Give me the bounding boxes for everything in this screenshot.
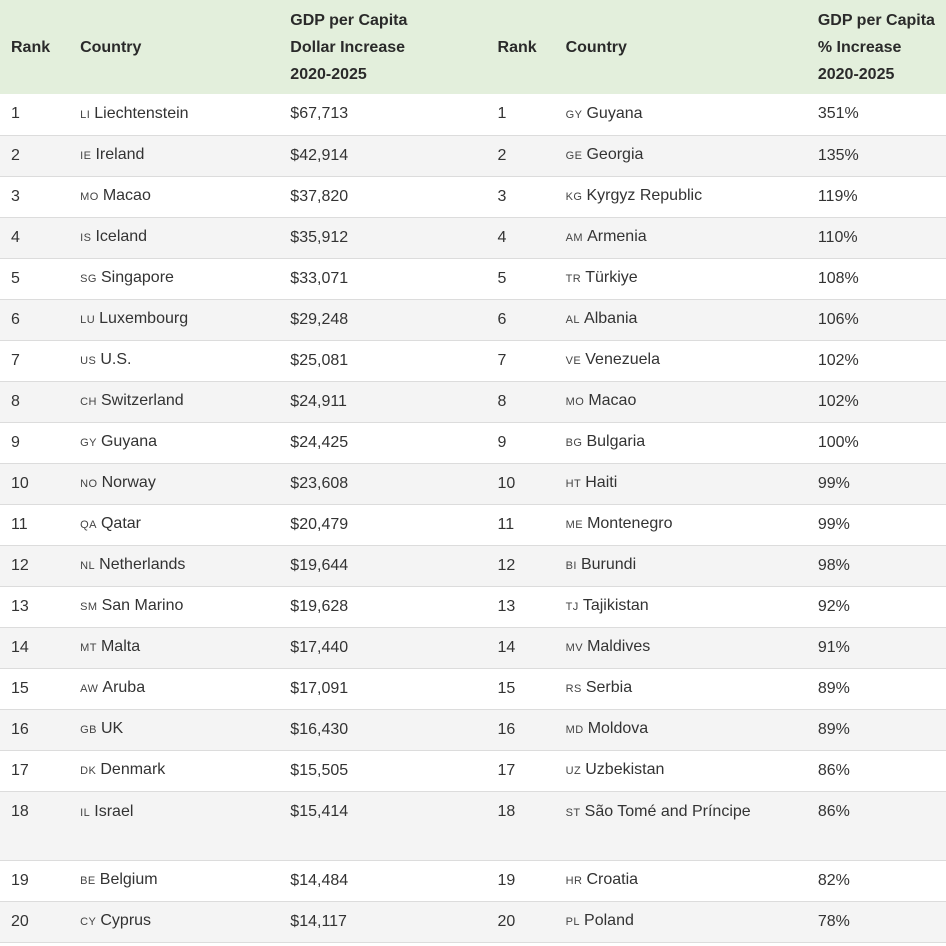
dollar-increase-cell: $16,430 <box>290 720 349 738</box>
rank-cell-2: 3 <box>497 187 507 205</box>
table-row <box>0 504 946 545</box>
rank-cell-2: 19 <box>497 871 516 889</box>
country-name-2: Albania <box>584 310 638 327</box>
table-row <box>0 586 946 627</box>
country-code-flag-icon: DK <box>80 765 97 777</box>
table-row <box>0 860 946 901</box>
country-code-flag-icon: VE <box>565 355 582 367</box>
pct-increase-cell: 110% <box>817 228 858 246</box>
country-code-flag-icon: HT <box>565 478 582 490</box>
country-cell <box>80 94 290 135</box>
dollar-increase-cell: $35,912 <box>290 228 349 246</box>
country-code-flag-icon: PL <box>565 916 581 928</box>
table-row <box>0 668 946 709</box>
country-name: UK <box>100 720 124 737</box>
country-code-flag-icon: QA <box>80 519 97 531</box>
header-pct-line-2: % Increase <box>817 38 902 56</box>
country-name-2: Tajikistan <box>582 597 649 614</box>
pct-increase-cell: 89% <box>817 720 850 738</box>
country-name: Netherlands <box>99 556 186 573</box>
country-code-flag-icon: US <box>80 355 97 367</box>
rank-cell: 12 <box>11 556 29 574</box>
pct-increase-cell: 82% <box>817 871 850 889</box>
country-code-flag-icon: KG <box>565 191 583 203</box>
country-name: U.S. <box>100 351 132 368</box>
table-row <box>0 381 946 422</box>
country-code-flag-icon: TJ <box>565 601 579 613</box>
rank-cell-2: 17 <box>497 761 516 779</box>
rank-cell-2: 15 <box>497 679 516 697</box>
country-cell-2 <box>566 217 818 258</box>
country-cell <box>80 586 290 627</box>
header-pct-line-1: GDP per Capita <box>817 11 935 29</box>
dollar-increase-cell: $37,820 <box>290 187 349 205</box>
rank-cell: 2 <box>11 146 20 164</box>
country-name: Liechtenstein <box>94 104 189 122</box>
country-name-2: Türkiye <box>585 269 638 286</box>
country-code-flag-icon: LU <box>80 314 96 326</box>
country-cell-2 <box>566 860 818 901</box>
table-row <box>0 299 946 340</box>
country-name: Ireland <box>95 146 145 163</box>
dollar-increase-cell: $23,608 <box>290 474 349 492</box>
pct-increase-cell: 78% <box>817 912 850 930</box>
country-cell-2 <box>566 340 818 381</box>
table-row <box>0 791 946 860</box>
country-cell <box>80 381 290 422</box>
pct-increase-cell: 102% <box>817 392 859 410</box>
country-cell-2 <box>566 504 818 545</box>
header-row <box>0 0 946 94</box>
table-row <box>0 545 946 586</box>
table-row <box>0 750 946 791</box>
rank-cell: 17 <box>11 761 29 779</box>
rank-cell-2: 18 <box>497 802 516 820</box>
country-cell-2 <box>566 299 818 340</box>
country-cell <box>80 217 290 258</box>
dollar-increase-cell: $14,484 <box>290 871 349 889</box>
country-name-2: Armenia <box>587 228 647 245</box>
dollar-increase-cell: $14,117 <box>290 912 347 930</box>
country-cell-2 <box>566 668 818 709</box>
table-row <box>0 340 946 381</box>
rank-cell: 9 <box>11 433 20 451</box>
rank-cell-2: 16 <box>497 720 516 738</box>
table-row <box>0 422 946 463</box>
country-cell <box>80 750 290 791</box>
country-name: Iceland <box>95 228 148 245</box>
pct-increase-cell: 119% <box>817 187 858 205</box>
rank-cell: 14 <box>11 638 29 656</box>
country-cell-2 <box>566 791 818 860</box>
country-code-flag-icon: AW <box>80 683 99 695</box>
country-name-2: Georgia <box>586 146 644 163</box>
country-code-flag-icon: CH <box>80 396 97 408</box>
country-name: Qatar <box>100 515 141 532</box>
country-name-2: Bulgaria <box>586 433 646 450</box>
country-cell-2 <box>566 135 818 176</box>
country-cell-2 <box>566 901 818 942</box>
pct-increase-cell: 135% <box>817 146 859 164</box>
table-row <box>0 258 946 299</box>
country-code-flag-icon: GE <box>565 150 583 162</box>
country-code-flag-icon: LI <box>80 108 91 121</box>
header-pct-line-3: 2020-2025 <box>817 65 895 83</box>
country-code-flag-icon: CY <box>80 916 97 928</box>
header-country: Country <box>80 38 142 56</box>
rank-cell: 5 <box>11 269 20 287</box>
country-code-flag-icon: GB <box>80 724 97 736</box>
rank-cell: 19 <box>11 871 29 889</box>
country-code-flag-icon: IE <box>80 150 92 162</box>
country-cell <box>80 901 290 942</box>
header-dollar-line-2: Dollar Increase <box>290 38 406 56</box>
country-name-2: São Tomé and Príncipe <box>584 802 751 820</box>
rank-cell-2: 6 <box>497 310 507 328</box>
country-code-flag-icon: MD <box>565 724 584 736</box>
dollar-increase-cell: $33,071 <box>290 269 349 287</box>
country-cell-2 <box>566 586 818 627</box>
dollar-increase-cell: $20,479 <box>290 515 349 533</box>
rank-cell-2: 20 <box>497 912 516 930</box>
country-code-flag-icon: IL <box>80 806 91 819</box>
country-name-2: Haiti <box>585 474 618 491</box>
country-name: Belgium <box>99 871 158 888</box>
pct-increase-cell: 99% <box>817 474 850 492</box>
pct-increase-cell: 91% <box>817 638 850 656</box>
table-row <box>0 709 946 750</box>
country-cell-2 <box>566 463 818 504</box>
dollar-increase-cell: $29,248 <box>290 310 349 328</box>
country-code-flag-icon: BI <box>565 560 577 572</box>
country-code-flag-icon: NO <box>80 478 98 490</box>
country-name-2: Venezuela <box>585 351 660 368</box>
country-name: Malta <box>100 638 141 655</box>
pct-increase-cell: 89% <box>817 679 850 697</box>
header-pct-increase <box>818 0 946 94</box>
country-code-flag-icon: NL <box>80 560 96 572</box>
rank-cell-2: 4 <box>497 228 507 246</box>
pct-increase-cell: 351% <box>817 105 859 123</box>
country-name: Norway <box>101 474 156 491</box>
country-code-flag-icon: ST <box>565 806 581 819</box>
country-cell <box>80 709 290 750</box>
pct-increase-cell: 102% <box>817 351 859 369</box>
country-cell <box>80 422 290 463</box>
country-cell <box>80 504 290 545</box>
country-name: Switzerland <box>100 392 184 409</box>
country-name-2: Serbia <box>585 679 633 696</box>
country-name: Denmark <box>100 761 166 778</box>
rank-cell-2: 11 <box>497 515 515 533</box>
country-code-flag-icon: RS <box>565 683 582 695</box>
rank-cell: 10 <box>11 474 29 492</box>
rank-cell-2: 5 <box>497 269 507 287</box>
dollar-increase-cell: $19,644 <box>290 556 349 574</box>
country-name-2: Guyana <box>586 104 643 122</box>
dollar-increase-cell: $67,713 <box>290 105 349 123</box>
country-name-2: Uzbekistan <box>585 761 665 778</box>
dollar-increase-cell: $19,628 <box>290 597 349 615</box>
dollar-increase-cell: $25,081 <box>290 351 349 369</box>
rank-cell-2: 12 <box>497 556 516 574</box>
table-row <box>0 627 946 668</box>
country-name-2: Poland <box>584 912 634 929</box>
country-name: Singapore <box>100 269 174 286</box>
country-cell <box>80 135 290 176</box>
country-code-flag-icon: MT <box>80 642 97 654</box>
country-cell <box>80 545 290 586</box>
country-name-2: Maldives <box>587 638 651 655</box>
table-row <box>0 901 946 942</box>
table-row <box>0 94 946 135</box>
table-row <box>0 463 946 504</box>
rank-cell: 18 <box>11 802 29 820</box>
pct-increase-cell: 92% <box>817 597 850 615</box>
country-name: Aruba <box>102 679 146 696</box>
header-country-2: Country <box>565 38 627 56</box>
country-cell-2 <box>566 422 818 463</box>
country-name-2: Kyrgyz Republic <box>586 187 703 204</box>
country-name: San Marino <box>101 597 184 614</box>
country-code-flag-icon: SG <box>80 273 97 285</box>
country-name: Cyprus <box>100 912 152 929</box>
country-cell <box>80 463 290 504</box>
country-name: Luxembourg <box>99 310 189 327</box>
rank-cell: 7 <box>11 351 20 369</box>
table-row <box>0 135 946 176</box>
pct-increase-cell: 86% <box>817 802 850 820</box>
dollar-increase-cell: $15,505 <box>290 761 349 779</box>
country-cell-2 <box>566 545 818 586</box>
country-code-flag-icon: SM <box>80 601 98 613</box>
pct-increase-cell: 99% <box>817 515 850 533</box>
country-code-flag-icon: IS <box>80 232 92 244</box>
country-code-flag-icon: MO <box>80 191 99 203</box>
rank-cell: 8 <box>11 392 20 410</box>
country-code-flag-icon: ME <box>565 519 584 531</box>
country-code-flag-icon: AL <box>565 314 581 326</box>
country-cell <box>80 258 290 299</box>
rank-cell: 20 <box>11 912 29 930</box>
country-code-flag-icon: TR <box>565 273 582 285</box>
rank-cell: 13 <box>11 597 29 615</box>
country-name-2: Burundi <box>580 556 637 573</box>
rank-cell-2: 1 <box>497 105 507 123</box>
table-header <box>0 0 946 94</box>
table-row <box>0 217 946 258</box>
country-name-2: Montenegro <box>587 515 673 532</box>
header-dollar-increase <box>290 0 497 94</box>
country-cell <box>80 340 290 381</box>
rank-cell-2: 13 <box>497 597 516 615</box>
country-code-flag-icon: BE <box>80 875 96 887</box>
country-name-2: Croatia <box>586 871 639 888</box>
country-name: Israel <box>94 802 134 820</box>
dollar-increase-cell: $24,425 <box>290 433 349 451</box>
country-cell-2 <box>566 381 818 422</box>
country-code-flag-icon: GY <box>565 108 583 121</box>
dollar-increase-cell: $17,091 <box>290 679 349 697</box>
country-cell-2 <box>566 750 818 791</box>
dollar-increase-cell: $42,914 <box>290 146 349 164</box>
rank-cell-2: 2 <box>497 146 507 164</box>
country-name: Macao <box>102 187 151 204</box>
pct-increase-cell: 108% <box>817 269 859 287</box>
country-cell-2 <box>566 258 818 299</box>
rank-cell: 15 <box>11 679 29 697</box>
country-cell <box>80 176 290 217</box>
rank-cell-2: 7 <box>497 351 507 369</box>
country-code-flag-icon: UZ <box>565 765 582 777</box>
country-code-flag-icon: MO <box>565 396 585 408</box>
country-cell <box>80 860 290 901</box>
rank-cell: 6 <box>11 310 20 328</box>
rank-cell: 4 <box>11 228 20 246</box>
rank-cell: 3 <box>11 187 20 205</box>
country-name-2: Macao <box>588 392 637 409</box>
header-dollar-line-3: 2020-2025 <box>290 65 367 83</box>
header-rank: Rank <box>11 38 51 56</box>
dollar-increase-cell: $15,414 <box>290 802 349 820</box>
rank-cell-2: 10 <box>497 474 516 492</box>
header-rank-2: Rank <box>497 38 537 56</box>
pct-increase-cell: 100% <box>817 433 859 451</box>
pct-increase-cell: 86% <box>817 761 850 779</box>
country-name-2: Moldova <box>587 720 649 737</box>
dollar-increase-cell: $17,440 <box>290 638 349 656</box>
rank-cell-2: 8 <box>497 392 507 410</box>
country-cell <box>80 791 290 860</box>
country-cell <box>80 299 290 340</box>
table-row <box>0 176 946 217</box>
country-cell-2 <box>566 176 818 217</box>
country-cell-2 <box>566 709 818 750</box>
country-code-flag-icon: BG <box>565 437 583 449</box>
country-cell-2 <box>566 94 818 135</box>
country-cell <box>80 627 290 668</box>
country-code-flag-icon: GY <box>80 437 97 449</box>
table-body <box>0 94 946 942</box>
rank-cell-2: 9 <box>497 433 507 451</box>
country-cell <box>80 668 290 709</box>
country-cell-2 <box>566 627 818 668</box>
country-code-flag-icon: AM <box>565 232 584 244</box>
dollar-increase-cell: $24,911 <box>290 392 347 410</box>
header-dollar-line-1: GDP per Capita <box>290 11 408 29</box>
rank-cell-2: 14 <box>497 638 516 656</box>
rank-cell: 11 <box>11 515 28 533</box>
rank-cell: 16 <box>11 720 29 738</box>
pct-increase-cell: 106% <box>817 310 859 328</box>
rank-cell: 1 <box>11 105 20 123</box>
pct-increase-cell: 98% <box>817 556 850 574</box>
country-code-flag-icon: HR <box>565 875 583 887</box>
country-name: Guyana <box>100 433 158 450</box>
country-code-flag-icon: MV <box>565 642 584 654</box>
